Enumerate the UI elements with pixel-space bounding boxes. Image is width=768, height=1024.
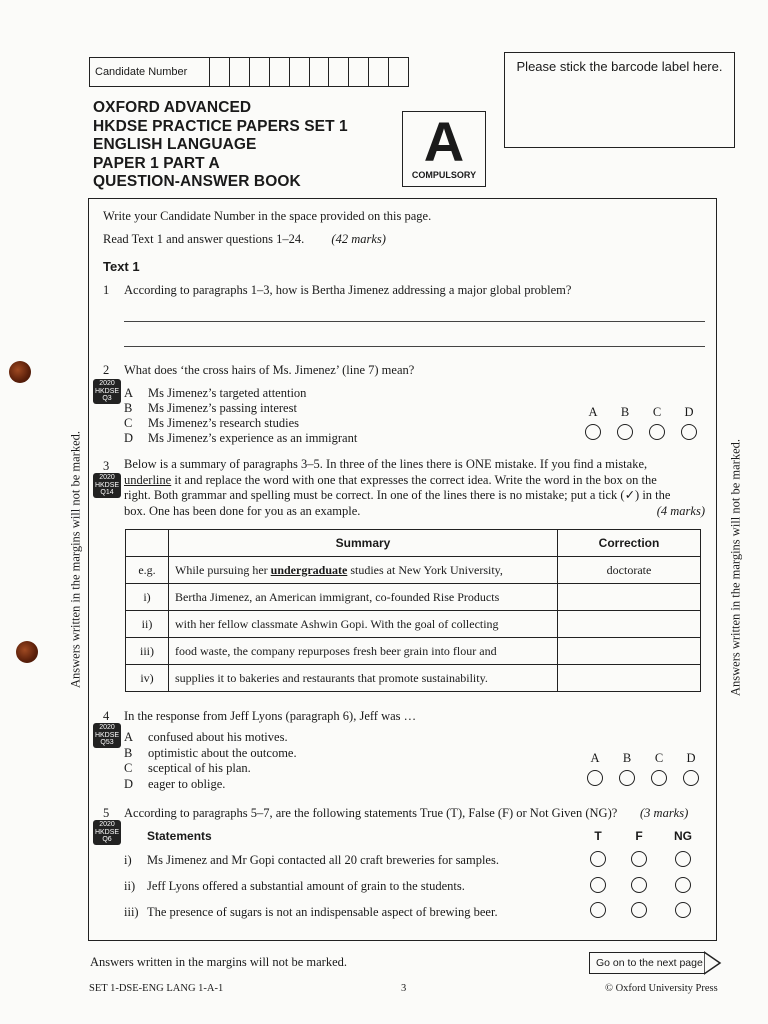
summary-cell[interactable]: supplies it to bakeries and restaurants that promote sustainability.: [169, 665, 558, 692]
statement-label: i): [124, 853, 132, 867]
question-text: What does ‘the cross hairs of Ms. Jimenez’ (line 7) mean?: [124, 363, 415, 377]
statement-text: Ms Jimenez and Mr Gopi contacted all 20 craft breweries for samples.: [147, 853, 499, 867]
question-text: According to paragraphs 1–3, how is Bertha Jimenez addressing a major global problem?: [124, 283, 572, 297]
question-number: 5: [103, 806, 110, 820]
paper-title: [93, 99, 348, 192]
summary-cell[interactable]: with her fellow classmate Ashwin Gopi. With the goal of collecting: [169, 611, 558, 638]
correction-cell[interactable]: [558, 665, 701, 692]
option-list: [124, 386, 357, 446]
answer-bubble-c[interactable]: [651, 770, 667, 786]
false-bubble[interactable]: [631, 877, 647, 893]
summary-cell[interactable]: food waste, the company repurposes fresh beer grain into flour and: [169, 638, 558, 665]
bubble-letter: C: [654, 751, 664, 765]
past-paper-badge: 2020 HKDSE Q6: [94, 821, 120, 843]
bubble-letter: D: [684, 405, 694, 419]
bubble-letter: A: [590, 751, 600, 765]
summary-cell[interactable]: Bertha Jimenez, an American immigrant, co-founded Rise Products: [169, 584, 558, 611]
correction-header: Correction: [558, 530, 701, 557]
option-item: C Ms Jimenez’s research studies: [124, 416, 300, 430]
question-number: 4: [103, 709, 110, 723]
margin-warning: Answers written in the margins will not be marked.: [90, 955, 348, 969]
statement-text: Jeff Lyons offered a substantial amount of grain to the students.: [147, 879, 465, 893]
punch-hole: [9, 361, 31, 383]
title-line: OXFORD ADVANCED: [93, 99, 252, 116]
true-bubble[interactable]: [590, 851, 606, 867]
question-text: Below is a summary of paragraphs 3–5. In three of the lines there is ONE mistake. If you find a mistake, underline it and replace the word with one that expresses the correct idea. Write the word in the box on the right. Both grammar and spelling must be correct. In one of the lines there is no mistake; put a tick (✓) in the box. One has been done for you as an example. (4 marks): [124, 457, 705, 518]
punch-hole: [16, 641, 38, 663]
not-given-bubble[interactable]: [675, 902, 691, 918]
table-row: ii) with her fellow classmate Ashwin Gopi. With the goal of collecting: [126, 611, 701, 638]
statement-label: ii): [124, 879, 136, 893]
statements-header: Statements: [147, 829, 212, 843]
compulsory-tag: COMPULSORY: [411, 170, 477, 180]
candidate-number-box: [89, 57, 409, 87]
bubble-letter: B: [620, 405, 630, 419]
option-item: A confused about his motives.: [124, 730, 288, 744]
statement-label: iii): [124, 905, 139, 919]
bubble-letter: D: [686, 751, 696, 765]
answer-bubble-d[interactable]: [683, 770, 699, 786]
true-bubble[interactable]: [590, 902, 606, 918]
barcode-instruction: Please stick the barcode label here.: [516, 59, 723, 74]
candidate-digit-cell[interactable]: [310, 58, 330, 86]
false-bubble[interactable]: [631, 851, 647, 867]
table-row: e.g. While pursuing her undergraduate studies at New York University, doctorate: [126, 557, 701, 584]
candidate-digit-cell[interactable]: [210, 58, 230, 86]
total-marks: (42 marks): [331, 232, 386, 246]
paper-part-box: [402, 111, 486, 187]
past-paper-badge: 2020 HKDSE Q3: [94, 380, 120, 402]
section-heading: Text 1: [103, 259, 140, 274]
instruction-line: Write your Candidate Number in the space provided on this page.: [103, 209, 432, 223]
answer-line[interactable]: [124, 346, 705, 347]
question-number: 1: [103, 283, 110, 297]
correction-cell[interactable]: [558, 584, 701, 611]
candidate-digit-cell[interactable]: [389, 58, 408, 86]
left-margin-note: Answers written in the margins will not be marked.: [68, 431, 83, 689]
candidate-digit-cell[interactable]: [230, 58, 250, 86]
candidate-number-label: Candidate Number: [90, 58, 210, 86]
summary-cell: While pursuing her undergraduate studies at New York University,: [169, 557, 558, 584]
option-item: D eager to oblige.: [124, 776, 226, 791]
candidate-digit-cell[interactable]: [349, 58, 369, 86]
question-marks: (3 marks): [640, 806, 689, 820]
not-given-bubble[interactable]: [675, 877, 691, 893]
past-paper-badge: 2020 HKDSE Q14: [94, 474, 120, 496]
next-page-button[interactable]: [589, 952, 705, 974]
next-page-label: Go on to the next page: [596, 957, 703, 969]
arrow-right-icon: [704, 948, 722, 978]
right-margin-note: Answers written in the margins will not be marked.: [728, 439, 743, 697]
answer-line[interactable]: [124, 321, 705, 322]
option-item: A Ms Jimenez’s targeted attention: [124, 386, 307, 400]
bubble-letter: A: [588, 405, 598, 419]
false-bubble[interactable]: [631, 902, 647, 918]
column-header-t: T: [594, 829, 602, 843]
answer-bubble-b[interactable]: [619, 770, 635, 786]
candidate-digit-cell[interactable]: [369, 58, 389, 86]
statement-text: The presence of sugars is not an indispensable aspect of brewing beer.: [147, 905, 498, 919]
page-number: 3: [401, 983, 407, 994]
title-line: ENGLISH LANGUAGE: [93, 136, 257, 153]
option-item: C sceptical of his plan.: [124, 761, 251, 775]
copyright: © Oxford University Press: [605, 983, 718, 994]
candidate-digit-cell[interactable]: [329, 58, 349, 86]
column-header-ng: NG: [674, 829, 692, 843]
table-header-row: [126, 530, 701, 557]
answer-bubble-c[interactable]: [649, 424, 665, 440]
option-item: D Ms Jimenez’s experience as an immigrant: [124, 431, 358, 445]
instruction-line: Read Text 1 and answer questions 1–24. (42 marks): [103, 232, 386, 246]
option-item: B optimistic about the outcome.: [124, 745, 297, 760]
question-number: 3: [103, 459, 110, 473]
question-text: In the response from Jeff Lyons (paragraph 6), Jeff was …: [124, 709, 417, 723]
past-paper-badge: 2020 HKDSE Q53: [94, 724, 120, 746]
title-line: QUESTION-ANSWER BOOK: [93, 173, 301, 190]
question-text: According to paragraphs 5–7, are the following statements True (T), False (F) or Not Given (NG)?: [124, 806, 618, 820]
question-number: 2: [103, 363, 110, 377]
title-line: PAPER 1 PART A: [93, 154, 220, 172]
question-marks: (4 marks): [656, 503, 705, 518]
true-bubble[interactable]: [590, 877, 606, 893]
option-list: [124, 730, 297, 792]
paper-letter: A: [423, 110, 465, 173]
correction-cell[interactable]: [558, 638, 701, 665]
answer-bubble-a[interactable]: [585, 424, 601, 440]
correction-cell: doctorate: [558, 557, 701, 584]
answer-bubble-a[interactable]: [587, 770, 603, 786]
title-line: HKDSE PRACTICE PAPERS SET 1: [93, 117, 348, 135]
candidate-digit-cell[interactable]: [290, 58, 310, 86]
option-item: B Ms Jimenez’s passing interest: [124, 401, 297, 415]
answer-bubble-b[interactable]: [617, 424, 633, 440]
candidate-digit-cell[interactable]: [270, 58, 290, 86]
bubble-letter: B: [622, 751, 632, 765]
candidate-digit-cell[interactable]: [250, 58, 270, 86]
table-row: i) Bertha Jimenez, an American immigrant, co-founded Rise Products: [126, 584, 701, 611]
answer-bubble-d[interactable]: [681, 424, 697, 440]
column-header-f: F: [635, 829, 643, 843]
correction-cell[interactable]: [558, 611, 701, 638]
table-row: iii) food waste, the company repurposes fresh beer grain into flour and: [126, 638, 701, 665]
summary-header: Summary: [169, 530, 558, 557]
table-row: iv) supplies it to bakeries and restaurants that promote sustainability.: [126, 665, 701, 692]
barcode-label-area: [504, 52, 735, 148]
summary-table: [125, 529, 701, 692]
bubble-letter: C: [652, 405, 662, 419]
not-given-bubble[interactable]: [675, 851, 691, 867]
paper-code: SET 1-DSE-ENG LANG 1-A-1: [89, 983, 224, 994]
